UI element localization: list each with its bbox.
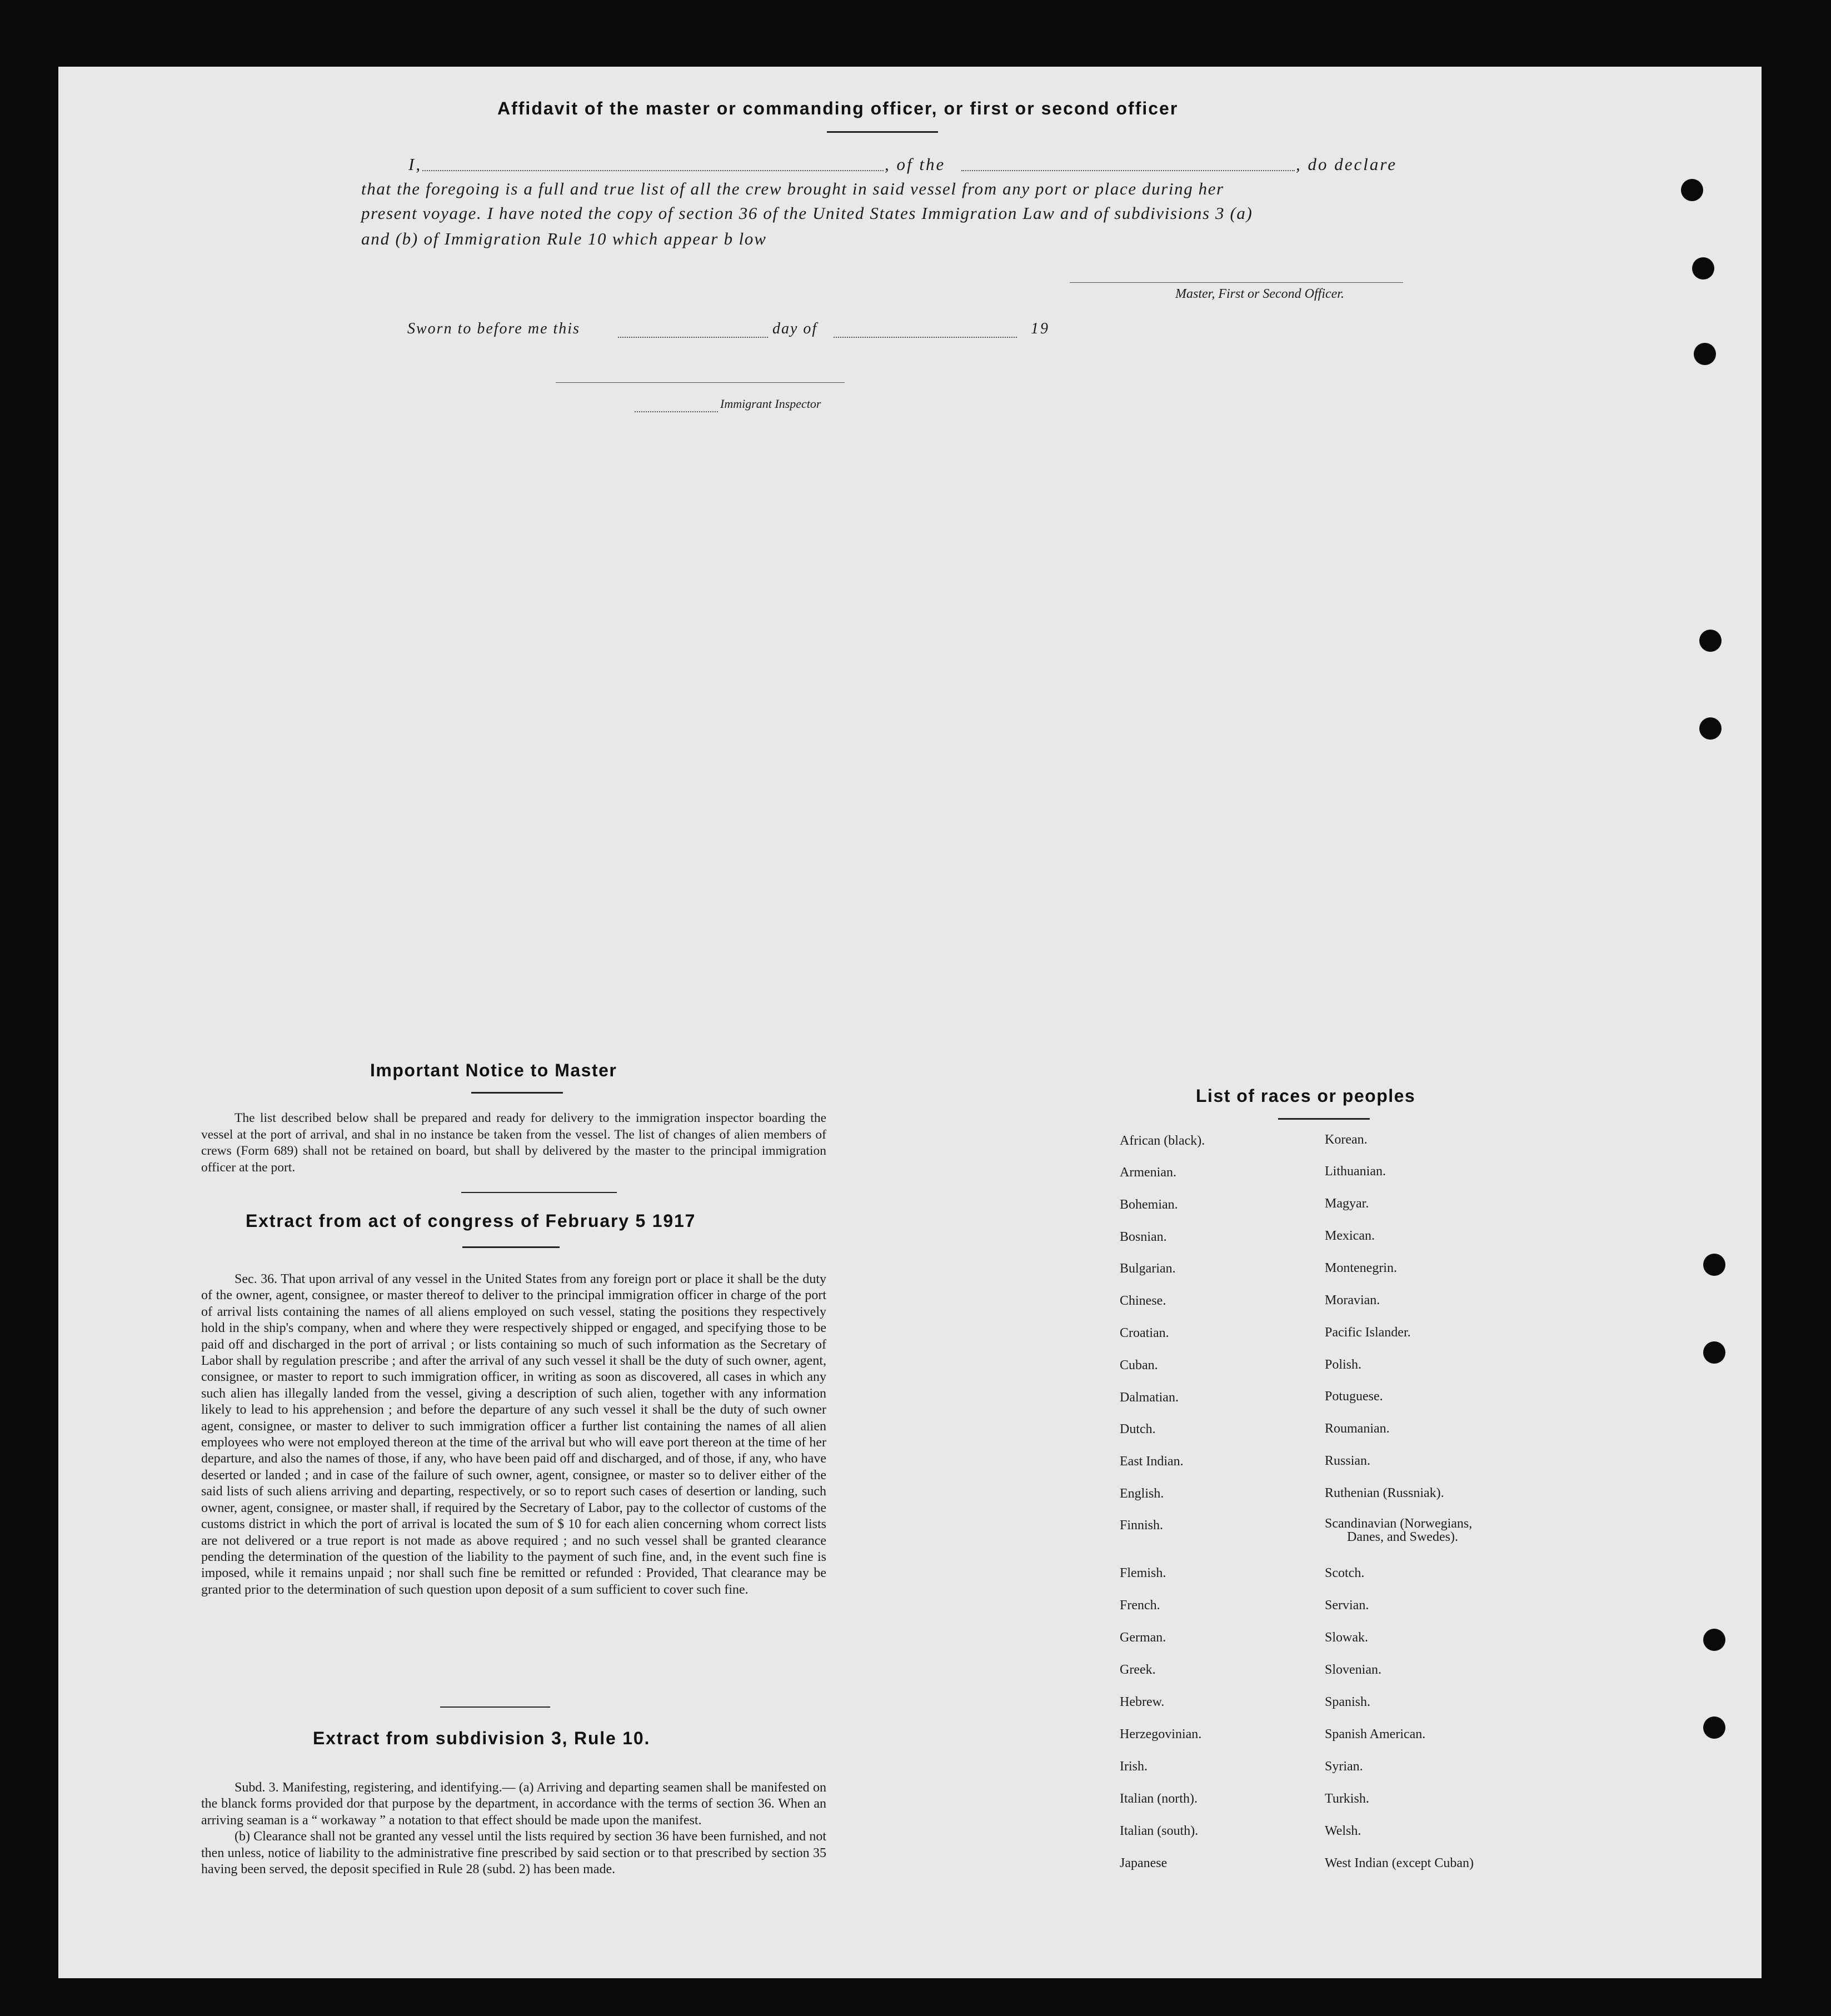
race-label: Spanish American. bbox=[1325, 1727, 1426, 1741]
race-label: Flemish. bbox=[1120, 1566, 1166, 1580]
race-item bbox=[1120, 1598, 1160, 1613]
race-item bbox=[1120, 1759, 1148, 1774]
race-label: Mexican. bbox=[1325, 1229, 1375, 1243]
race-label: Finnish. bbox=[1120, 1518, 1164, 1533]
divider bbox=[471, 1092, 563, 1094]
race-item bbox=[1120, 1518, 1163, 1533]
race-label: Potuguese. bbox=[1325, 1389, 1383, 1404]
sworn-text: Sworn to before me this bbox=[407, 320, 580, 337]
race-label: East Indian. bbox=[1120, 1454, 1184, 1469]
race-label: Herzegovinian. bbox=[1120, 1727, 1202, 1741]
affidavit-i: I, bbox=[408, 154, 422, 174]
race-item bbox=[1325, 1824, 1361, 1839]
race-label: Korean. bbox=[1325, 1132, 1368, 1147]
race-label: Turkish. bbox=[1325, 1792, 1369, 1806]
race-item bbox=[1325, 1132, 1368, 1147]
race-item bbox=[1325, 1454, 1370, 1469]
race-item bbox=[1120, 1630, 1166, 1645]
race-item bbox=[1120, 1856, 1167, 1871]
race-label: Ruthenian (Russniak). bbox=[1325, 1486, 1444, 1500]
race-label: Spanish. bbox=[1325, 1695, 1371, 1709]
affidavit-line-2: that the foregoing is a full and true list of all the crew brought in said vessel from any port or place during her bbox=[361, 179, 1224, 198]
inspector-signature-line[interactable] bbox=[556, 382, 845, 383]
race-item bbox=[1120, 1824, 1198, 1839]
race-item bbox=[1325, 1856, 1474, 1871]
race-label: French. bbox=[1120, 1598, 1160, 1613]
rule-title: Extract from subdivision 3, Rule 10. bbox=[313, 1728, 651, 1748]
race-label: Welsh. bbox=[1325, 1824, 1361, 1838]
inspector-line-short bbox=[635, 411, 718, 412]
race-label: Hebrew. bbox=[1120, 1695, 1165, 1709]
race-label: English. bbox=[1120, 1486, 1164, 1501]
race-label: Italian (south). bbox=[1120, 1824, 1199, 1838]
race-item bbox=[1120, 1663, 1156, 1678]
race-label: Croatian. bbox=[1120, 1326, 1169, 1340]
race-label: Servian. bbox=[1325, 1598, 1369, 1613]
race-item bbox=[1325, 1566, 1364, 1581]
binder-hole bbox=[1703, 1716, 1725, 1739]
rule-text bbox=[201, 1780, 826, 1878]
race-item bbox=[1325, 1358, 1361, 1373]
vessel-name-field[interactable] bbox=[961, 170, 1295, 171]
race-item bbox=[1120, 1326, 1169, 1341]
race-label: Magyar. bbox=[1325, 1196, 1369, 1211]
race-label: Chinese. bbox=[1120, 1294, 1166, 1308]
binder-hole bbox=[1681, 179, 1703, 201]
race-item bbox=[1325, 1389, 1383, 1404]
binder-hole bbox=[1703, 1254, 1725, 1276]
sworn-month-field[interactable] bbox=[834, 337, 1017, 338]
master-signature-line[interactable] bbox=[1070, 282, 1403, 283]
race-item bbox=[1120, 1390, 1179, 1405]
race-label: Dutch. bbox=[1120, 1422, 1156, 1436]
inspector-caption: Immigrant Inspector bbox=[720, 397, 821, 411]
race-item bbox=[1120, 1134, 1205, 1149]
affidavit-line-3: present voyage. I have noted the copy of section 36 of the United States Immigration Law and of subdivisions 3 (a) bbox=[361, 203, 1253, 223]
race-label: Montenegrin. bbox=[1325, 1261, 1397, 1275]
race-label: Cuban. bbox=[1120, 1358, 1158, 1373]
race-item bbox=[1325, 1325, 1411, 1340]
affidavit-title: Affidavit of the master or commanding officer, or first or second officer bbox=[497, 98, 1179, 118]
race-item bbox=[1120, 1294, 1166, 1309]
race-item bbox=[1325, 1293, 1380, 1308]
binder-hole bbox=[1703, 1341, 1725, 1364]
binder-hole bbox=[1699, 630, 1722, 652]
race-label: Greek. bbox=[1120, 1663, 1156, 1677]
race-item bbox=[1325, 1598, 1369, 1613]
affidavit-line-4: and (b) of Immigration Rule 10 which appear b low bbox=[361, 229, 767, 248]
race-label: Armenian. bbox=[1120, 1165, 1176, 1180]
race-item bbox=[1325, 1229, 1375, 1244]
affidavit-line-1 bbox=[408, 154, 422, 174]
divider bbox=[440, 1706, 550, 1708]
race-item bbox=[1120, 1566, 1166, 1581]
race-label: German. bbox=[1120, 1630, 1166, 1645]
race-item bbox=[1325, 1486, 1444, 1501]
race-item bbox=[1120, 1486, 1164, 1501]
race-item bbox=[1325, 1792, 1369, 1807]
race-label: Slovenian. bbox=[1325, 1663, 1381, 1677]
race-item bbox=[1325, 1261, 1397, 1276]
race-item bbox=[1120, 1422, 1156, 1437]
affidavit-declare: , do declare bbox=[1296, 154, 1398, 174]
race-item bbox=[1325, 1164, 1386, 1179]
notice-title: Important Notice to Master bbox=[370, 1060, 617, 1080]
race-label: Bohemian. bbox=[1120, 1197, 1178, 1212]
sworn-day-of: day of bbox=[772, 320, 818, 337]
act-paragraph: Sec. 36. That upon arrival of any vessel in the United States from any foreign port or place it shall be the duty of the owner, agent, consignee, or master thereof to deliver to the principal immigration officer in charge of the port of arrival lists containing the names of all aliens employed on such vessel, stating the positions they respectively hold in the ship's company, when and where they were respectively shipped or engaged, and specifying those to be paid off and discharged in the port of arrival ; or lists containing so much of such information as the Secretary of Labor shall by regulation prescribe ; and after the arrival of any such vessel it shall be the duty of such owner, agent, consignee, or master to report to such immigration officer, in writing as soon as discovered, all cases in which any such alien has illegally landed from the vessel, giving a description of such alien, together with any information likely to lead to his apprehension ; and before the departure of any such vessel it shall be the duty of such owner agent, consignee, or master to deliver to such immigration officer a further list containing the names of all alien employees who were not employed thereon at the time of the arrival but who will eave port thereon at the time of her departure, and also the names of those, if any, who have been paid off and discharged, and of those, if any, who have deserted or landed ; and in case of the failure of such owner, agent, consignee, or master so to deliver either of the said lists of such aliens arriving and departing, respectively, or so to report such cases of desertion or landing, such owner, agent, consignee, or master shall, if required by the Secretary of Labor, pay to the collector of customs of the customs district in which the port of arrival is located the sum of $ 10 for each alien concerning whom correct lists are not delivered or a true report is not made as above required ; and no such vessel shall be granted clearance pending the determination of the question of the liability to the payment of such fine, and, in the event such fine is imposed, while it remains unpaid ; nor shall such fine be remitted or refunded : Provided, That clearance may be granted prior to the determination of such question upon deposit of a sum sufficient to cover such fine. bbox=[201, 1272, 826, 1597]
race-label: Scotch. bbox=[1325, 1566, 1365, 1580]
notice-paragraph: The list described below shall be prepared and ready for delivery to the immigration inspector boarding the vessel at the port of arrival, and shal in no instance be taken from the vessel. The list of changes of alien members of crews (Form 689) shall not be retained on board, but shall by delivered by the master to the principal immigration officer at the port. bbox=[201, 1111, 826, 1175]
race-label: Dalmatian. bbox=[1120, 1390, 1179, 1405]
master-caption: Master, First or Second Officer. bbox=[1175, 287, 1344, 301]
race-item bbox=[1325, 1759, 1363, 1774]
race-label: Irish. bbox=[1120, 1759, 1148, 1774]
race-item bbox=[1325, 1630, 1368, 1645]
race-label: Pacific Islander. bbox=[1325, 1325, 1411, 1340]
notice-text bbox=[201, 1110, 826, 1176]
race-label: Bulgarian. bbox=[1120, 1261, 1176, 1276]
divider bbox=[827, 131, 938, 133]
sworn-day-field[interactable] bbox=[618, 337, 768, 338]
race-item bbox=[1120, 1792, 1198, 1807]
race-item bbox=[1325, 1517, 1472, 1544]
race-label: Russian. bbox=[1325, 1454, 1371, 1468]
race-item bbox=[1325, 1421, 1390, 1436]
race-label: African (black). bbox=[1120, 1134, 1205, 1148]
race-item bbox=[1120, 1727, 1201, 1742]
race-label: Japanese bbox=[1120, 1856, 1168, 1870]
divider bbox=[461, 1192, 617, 1193]
race-item bbox=[1120, 1454, 1184, 1469]
act-text bbox=[201, 1271, 826, 1598]
affidavit-of-the: , of the bbox=[885, 154, 946, 174]
rule-paragraph-b: (b) Clearance shall not be granted any vessel until the lists required by section 36 have been furnished, and not then unless, notice of liability to the administrative fine prescribed by said section or to that prescribed by section 35 having been served, the deposit specified in Rule 28 (subd. 2) has been made. bbox=[201, 1829, 826, 1877]
race-label: Moravian. bbox=[1325, 1293, 1380, 1308]
rule-paragraph-a: Subd. 3. Manifesting, registering, and identifying.— (a) Arriving and departing seamen shall be manifested on the blanck forms provided dor that purpose by the department, in accordance with the terms of section 36. When an arriving seaman is a “ workaway ” a notation to that effect should be made upon the manifest. bbox=[201, 1780, 826, 1828]
binder-hole bbox=[1703, 1629, 1725, 1651]
race-label: Italian (north). bbox=[1120, 1792, 1198, 1806]
race-label: West Indian (except Cuban) bbox=[1325, 1856, 1474, 1870]
race-item bbox=[1120, 1261, 1176, 1276]
race-item bbox=[1120, 1358, 1158, 1373]
race-label: Syrian. bbox=[1325, 1759, 1363, 1774]
form-page bbox=[58, 67, 1762, 1978]
race-label: Scandinavian (Norwegians, bbox=[1325, 1516, 1473, 1531]
race-label: Slowak. bbox=[1325, 1630, 1368, 1645]
race-label: Polish. bbox=[1325, 1358, 1362, 1372]
binder-hole bbox=[1699, 717, 1722, 740]
races-title: List of races or peoples bbox=[1196, 1086, 1416, 1106]
act-title: Extract from act of congress of February 5 1917 bbox=[246, 1211, 696, 1231]
race-item bbox=[1120, 1695, 1164, 1710]
race-item bbox=[1325, 1727, 1425, 1742]
race-item bbox=[1325, 1196, 1369, 1211]
binder-hole bbox=[1694, 343, 1716, 365]
divider bbox=[462, 1246, 560, 1248]
race-label: Bosnian. bbox=[1120, 1230, 1167, 1244]
race-item bbox=[1120, 1197, 1178, 1212]
race-label-continued: Danes, and Swedes). bbox=[1347, 1530, 1458, 1544]
binder-hole bbox=[1692, 257, 1714, 280]
sworn-year: 19 bbox=[1031, 320, 1050, 337]
race-label: Roumanian. bbox=[1325, 1421, 1390, 1436]
race-item bbox=[1120, 1230, 1167, 1245]
race-item bbox=[1325, 1663, 1381, 1678]
race-label: Lithuanian. bbox=[1325, 1164, 1386, 1179]
divider bbox=[1278, 1118, 1370, 1120]
race-item bbox=[1325, 1695, 1370, 1710]
race-item bbox=[1120, 1165, 1176, 1180]
master-name-field[interactable] bbox=[422, 170, 884, 171]
